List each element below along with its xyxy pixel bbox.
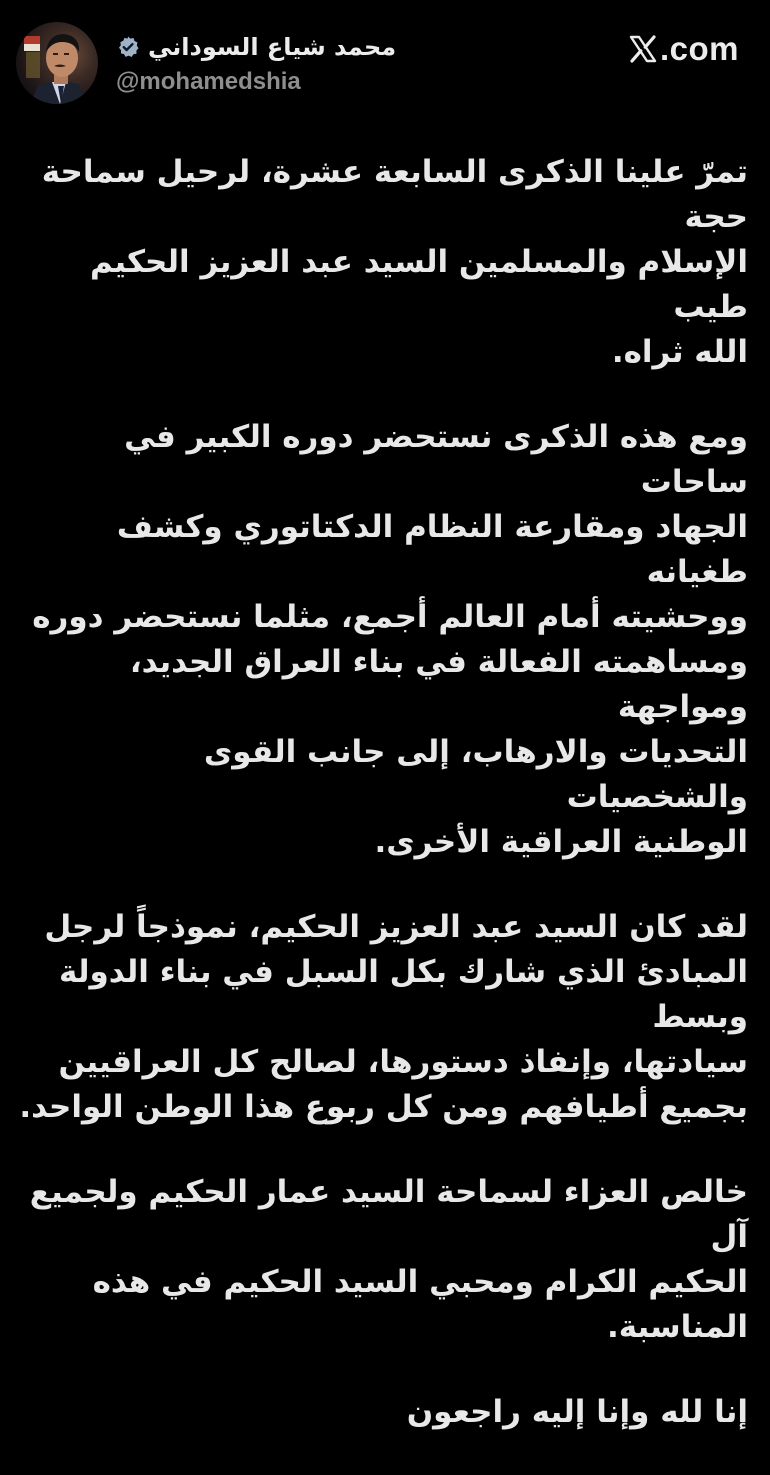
tweet-paragraph-1	[18, 150, 748, 375]
text-line: المبادئ الذي شارك بكل السبل في بناء الدولة وبسط	[59, 954, 748, 1035]
author-block	[16, 22, 396, 104]
text-line: الجهاد ومقارعة النظام الدكتاتوري وكشف طغيانه	[116, 509, 748, 590]
tweet-paragraph-4	[18, 1170, 748, 1350]
author-display-name[interactable]: محمد شياع السوداني	[148, 33, 397, 61]
text-line: المناسبة.	[606, 1309, 748, 1345]
text-line: الحكيم الكرام ومحبي السيد الحكيم في هذه	[92, 1264, 748, 1300]
text-line: الله ثراه.	[611, 334, 748, 370]
text-line: لقد كان السيد عبد العزيز الحكيم، نموذجاً لرجل	[44, 909, 748, 945]
verified-badge-icon	[116, 35, 140, 59]
author-handle[interactable]: @mohamedshia	[116, 68, 301, 95]
text-line: التحديات والارهاب، إلى جانب القوى والشخصيات	[203, 734, 748, 815]
name-row	[116, 30, 396, 64]
text-line: تمرّ علينا الذكرى السابعة عشرة، لرحيل سماحة حجة	[41, 154, 748, 235]
text-line: خالص العزاء لسماحة السيد عمار الحكيم ولجميع آل	[29, 1174, 748, 1255]
text-line: ومع هذه الذكرى نستحضر دوره الكبير في ساحات	[124, 419, 748, 500]
brand-watermark	[628, 30, 739, 68]
tweet-text	[18, 150, 748, 1475]
text-line: إنا لله وإنا إليه راجعون	[406, 1394, 748, 1430]
tweet-header	[0, 0, 770, 120]
text-line: الوطنية العراقية الأخرى.	[374, 824, 748, 860]
x-logo-icon	[628, 34, 658, 64]
avatar-photo-icon	[16, 22, 98, 104]
text-line: الإسلام والمسلمين السيد عبد العزيز الحكيم طيب	[90, 244, 748, 325]
tweet-paragraph-2	[18, 415, 748, 865]
tweet-paragraph-5	[18, 1390, 748, 1435]
text-line: ووحشيته أمام العالم أجمع، مثلما نستحضر دوره	[32, 599, 748, 635]
text-line: بجميع أطيافهم ومن كل ربوع هذا الوطن الواحد.	[19, 1089, 748, 1125]
avatar[interactable]	[16, 22, 98, 104]
text-line: ومساهمته الفعالة في بناء العراق الجديد، ومواجهة	[129, 644, 748, 725]
brand-label: .com	[660, 30, 740, 67]
tweet-paragraph-3	[18, 905, 748, 1130]
text-line: سيادتها، وإنفاذ دستورها، لصالح كل العراقيين	[58, 1044, 748, 1080]
